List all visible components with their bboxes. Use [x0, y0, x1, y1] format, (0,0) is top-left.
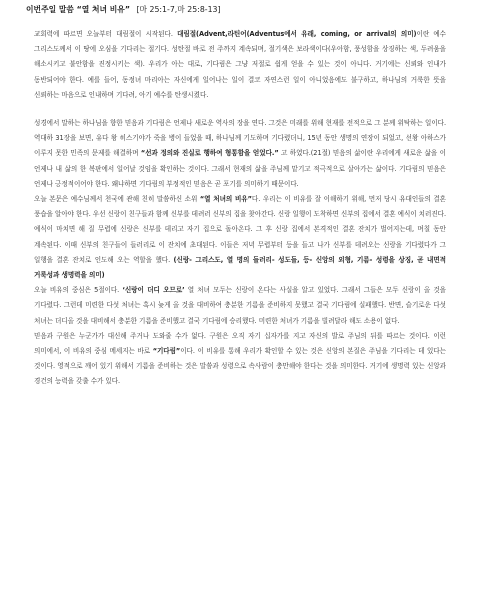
paragraph-text: 이다. 이 비유를 통해 우리가 확인할 수 있는 것은 신앙의 본질은 주님을 기다리는 데 있다는 것이다. 영적으로 깨어 있기 위해서 기름을 준비하는 것은 말씀과 성령으로 속사람이 충만해야 한다는 것을 의미한다. 거기에 생명력 있는 신앙과 경건의 능력을 갖출 수가 있다. — [34, 347, 446, 386]
emphasis-text: “열 처녀의 비유” — [199, 195, 252, 204]
paragraph-verse-five — [34, 283, 446, 329]
paragraph-text: 다. 우리는 이 비유를 잘 이해하기 위해, 먼저 당시 유대인들의 결혼 풍습을 알아야 한다. 우선 신랑이 친구들과 함께 신부를 데려러 신부의 집을 찾아간다. 신랑 일행이 도착하면 신부의 집에서 결혼 예식이 치러진다. 예식이 마치면 해 질 무렵에 신랑은 신부를 데리고 자기 집으로 돌아온다. 그 후 신랑 집에서 본격적인 결혼 잔치가 벌어지는데, 며칠 동안 계속된다. 이때 신부의 친구들이 들러리로 이 잔치에 초대된다. 이들은 저녁 무렵부터 등을 들고 나가 신부를 데려오는 신랑을 기다렸다가 그 일행을 결혼 잔치로 인도해 오는 역할을 했다. — [34, 195, 446, 264]
paragraph-text: 성경에서 말하는 하나님을 향한 믿음과 기다림은 언제나 새로운 역사의 장을 연다. 그것은 미래를 위해 현재를 전적으로 그 분께 위탁하는 일이다. 역대하 31장을 보면, 유다 왕 히스기야가 죽을 병이 들었을 때, 하나님께 기도하며 기다렸더니, 15년 동안 생명의 연장이 되었고, 선왕 아하스가 이루지 못한 민족의 문제를 해결하며 — [34, 119, 446, 158]
emphasis-text: “선과 정의와 진실로 행하여 형통함을 얻었다.” — [140, 149, 279, 158]
paragraph-text: 이란 예수 그리스도께서 이 땅에 오심을 기다리는 절기다. 성탄절 바로 전 주까지 계속되며, 절기색은 보라색이다(우아함, 풍성함을 상징하는 색, 두려움을 해소시키고 불안함을 진정시키는 색). 우리가 아는 대로, 기다림은 그냥 저절로 쉽게 얻을 수 있는 것이 아니다. 거기에는 신뢰와 인내가 동반되어야 한다. 예를 들어, 동정녀 마리아는 자신에게 일어나는 일이 결코 자연스런 일이 아니었음에도 불구하고, 하나님의 거룩한 뜻을 신뢰하는 마음으로 인내하며 기다려, 아기 예수를 탄생시켰다. — [34, 30, 446, 99]
scripture-reference: [마 25:1-7,마 25:8-13] — [136, 5, 221, 14]
paragraph-text: 교회력에 따르면 오늘부터 대림절이 시작된다. — [34, 30, 178, 38]
paragraph-text: 고 하였다.(21절) 믿음의 삶이란 우리에게 새로운 삶을 이 언제나 내 삶의 한 복판에서 일어날 것임을 확인하는 것이다. 그래서 현재의 삶을 주님께 맡기고 적극적으로 살아가는 삶이다. 기다림의 믿음은 언제나 긍정적이어야 한다. 왜냐하면 기다림의 부정적인 믿음은 곧 포기를 의미하기 때문이다. — [34, 149, 446, 188]
paragraph-text: 열 처녀 모두는 신랑이 온다는 사실을 알고 있었다. 그래서 그들은 모두 신랑이 올 것을 기다렸다. 그런데 미련한 다섯 처녀는 혹시 늦게 올 것을 대비하여 충분한 기름을 준비하지 못했고 결국 기다림에 실패했다. 반면, 슬기로운 다섯 처녀는 더디올 것을 대비해서 충분한 기름을 준비했고 결국 기다림에 승리했다. 미련한 처녀가 기름을 빌려달라 해도 소용이 없다. — [34, 286, 446, 325]
paragraph-parable-intro — [34, 192, 446, 283]
emphasis-text: 대림절(Advent,라틴어(Adventus에서 유래, coming, or arrival의 의미) — [177, 30, 417, 38]
paragraph-text: 믿음과 구원은 누군가가 대신해 주거나 도와줄 수가 없다. 구원은 오직 자기 십자가를 지고 자신의 발로 주님의 뒤를 따르는 것이다. 이런 의미에서, 이 비유의 중심 메세지는 바로 — [34, 331, 446, 356]
paragraph-advent — [34, 27, 446, 103]
paragraph-text: 오늘 비유의 중심은 5절이다. — [34, 286, 123, 295]
emphasis-text: (신랑- 그리스도, 열 명의 들러리- 성도들, 등- 신앙의 외형, 기름- 성령을 상징, 곧 내면적 거룩성과 생명력을 의미) — [34, 255, 446, 280]
paragraph-faith-waiting — [34, 116, 446, 192]
paragraph-text: 오늘 본문은 예수님께서 천국에 관해 친히 말씀하신 소위 — [34, 195, 200, 204]
emphasis-text: ‘신랑이 더디 오므로’ — [122, 286, 185, 295]
sermon-title-line — [26, 4, 446, 16]
emphasis-text: “기다림” — [152, 347, 181, 356]
paragraph-salvation — [34, 329, 446, 390]
sermon-title: 이번주일 말씀 “열 처녀 비유” — [26, 5, 130, 14]
